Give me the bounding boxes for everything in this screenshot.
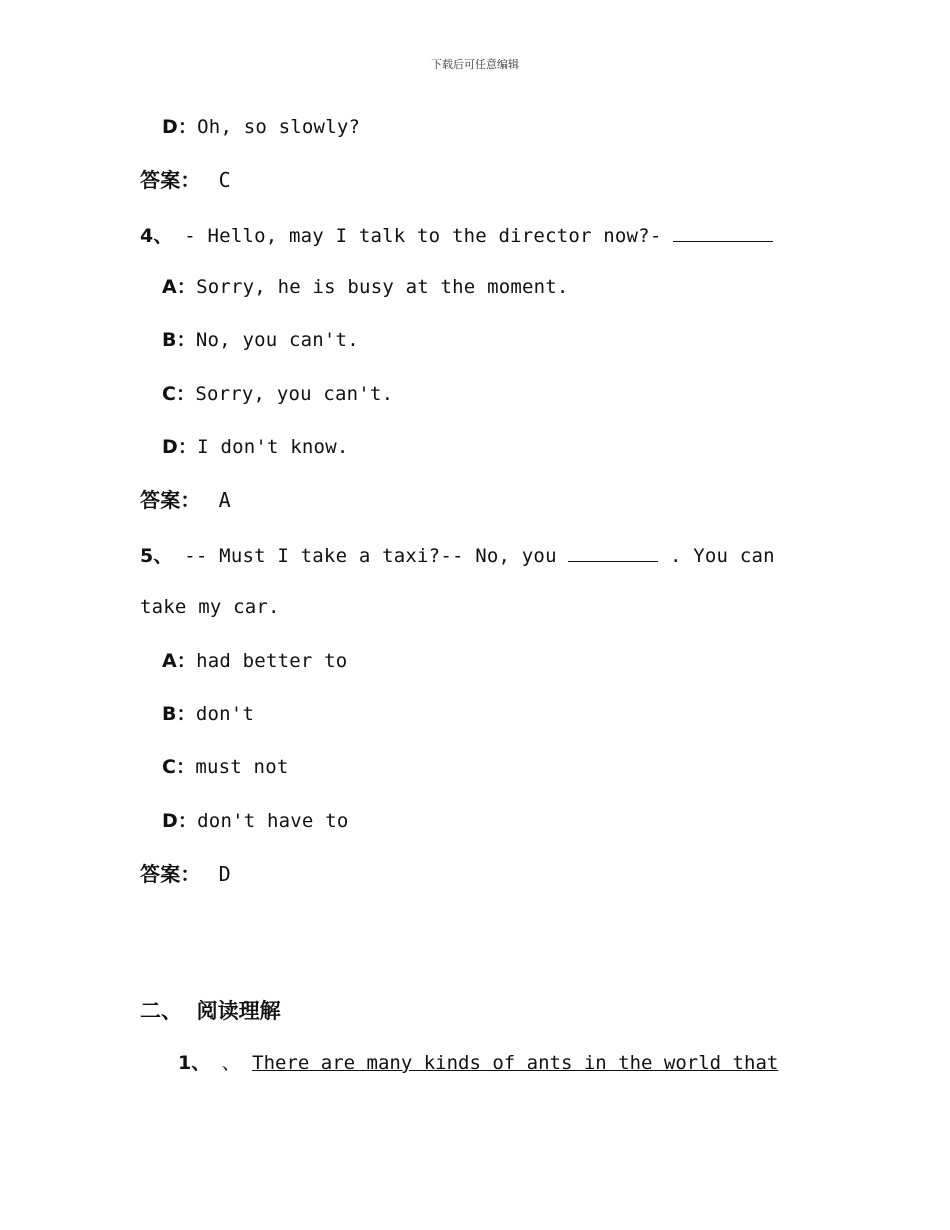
option-letter: A： (162, 276, 197, 298)
q5-option-c (162, 754, 288, 780)
q3-option-d (162, 114, 360, 140)
q5-option-d (162, 808, 348, 834)
question-number: 1、 (178, 1052, 211, 1074)
answer-value: A (218, 488, 231, 512)
option-text: don't (195, 703, 255, 725)
option-letter: A： (162, 650, 197, 672)
q4-option-b (162, 327, 359, 353)
reading-item-1 (178, 1050, 778, 1076)
q5-answer (140, 861, 231, 887)
q4-option-d (162, 434, 348, 460)
option-text: Oh, so slowly? (197, 116, 361, 138)
option-letter: D： (162, 810, 198, 832)
q4-option-c (162, 381, 393, 407)
question-text: -- Must I take a taxi?-- No, you (172, 545, 569, 567)
answer-label: 答案： (140, 862, 201, 886)
option-text: No, you can't. (195, 329, 359, 351)
q5-stem-line2: take my car. (140, 596, 280, 618)
option-letter: C： (162, 383, 196, 405)
answer-blank (673, 221, 773, 242)
question-number: 4、 (140, 225, 173, 247)
q5-option-b (162, 701, 254, 727)
option-text: Sorry, you can't. (195, 383, 394, 405)
page-header: 下载后可任意编辑 (431, 58, 519, 71)
passage-text: There are many kinds of ants in the world that (252, 1052, 779, 1074)
question-text: - Hello, may I talk to the director now?- (172, 225, 674, 247)
option-letter: B： (162, 703, 196, 725)
question-text-cont: . You can (658, 545, 775, 567)
answer-label: 答案： (140, 488, 201, 512)
q4-option-a (162, 274, 569, 300)
q5-stem (140, 541, 775, 569)
q3-answer (140, 167, 231, 193)
option-text: had better to (196, 650, 348, 672)
q4-answer (140, 487, 231, 513)
answer-value: C (218, 168, 231, 192)
section-title: 二、 阅读理解 (140, 999, 281, 1023)
option-letter: B： (162, 329, 196, 351)
separator: 、 (210, 1052, 253, 1074)
option-letter: C： (162, 756, 196, 778)
answer-label: 答案： (140, 168, 201, 192)
option-text: I don't know. (197, 436, 349, 458)
option-letter: D： (162, 116, 198, 138)
answer-blank (568, 541, 658, 562)
answer-value: D (218, 862, 231, 886)
q4-stem (140, 221, 773, 249)
option-text: must not (195, 756, 289, 778)
question-number: 5、 (140, 545, 173, 567)
option-text: Sorry, he is busy at the moment. (196, 276, 569, 298)
option-letter: D： (162, 436, 198, 458)
option-text: don't have to (197, 810, 349, 832)
q5-option-a (162, 648, 347, 674)
